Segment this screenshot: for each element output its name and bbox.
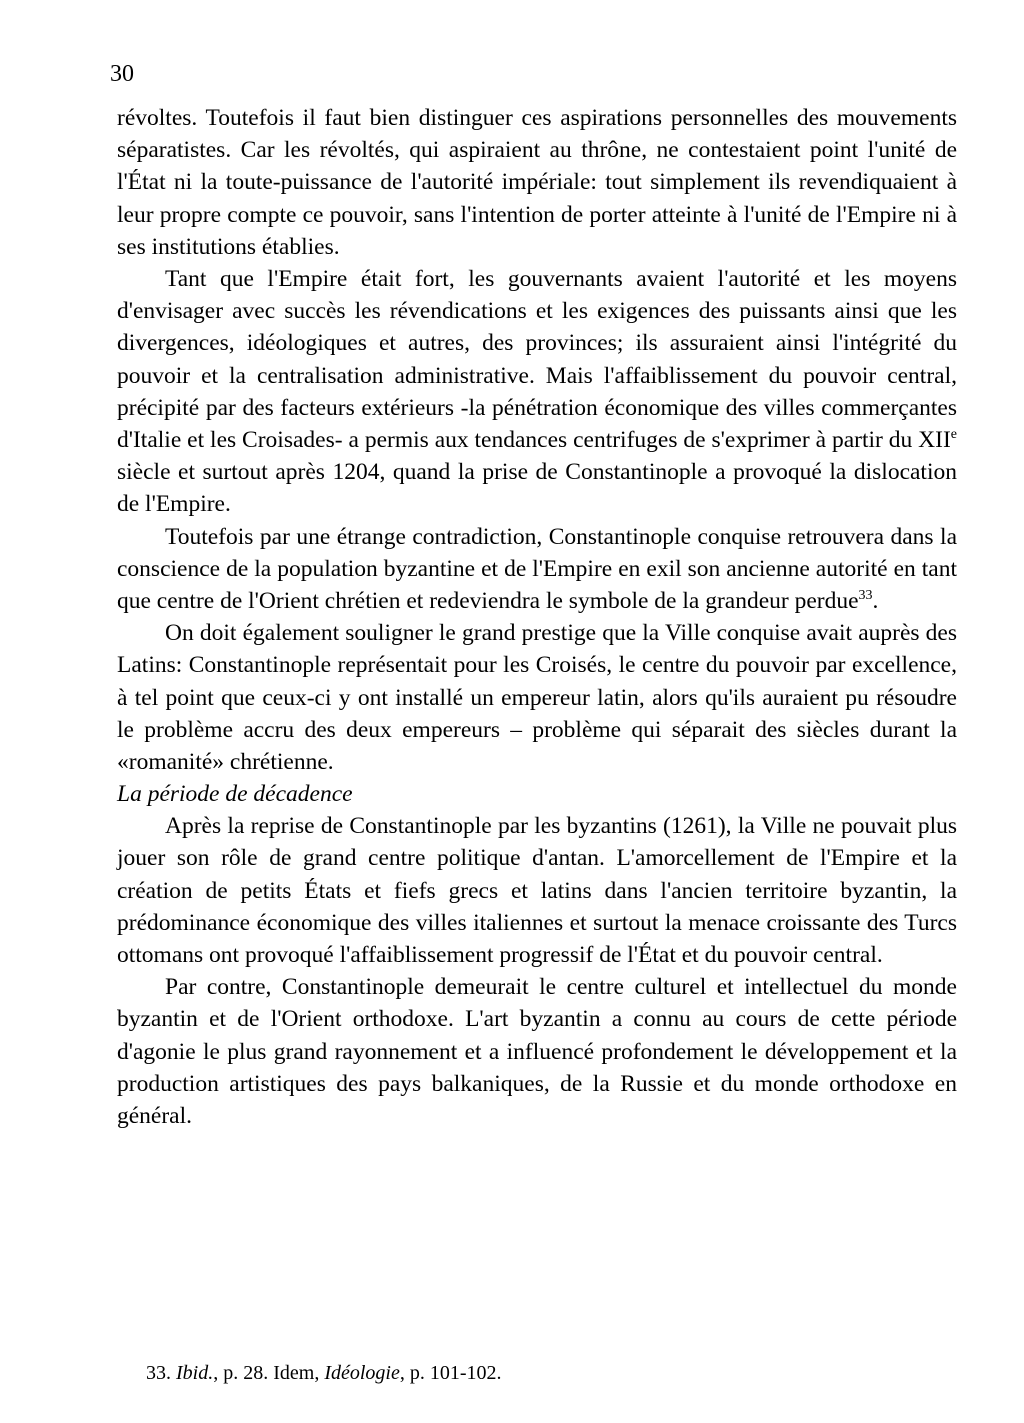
paragraph-1: révoltes. Toutefois il faut bien distinguer ces aspirations personnelles des mouvements séparatistes. Car les révoltés, qui aspiraient au thrône, ne contestaient point l'unité de l'État ni la toute-puissance de l'autorité impériale: tout simplement ils revendiquaient à leur propre compte ce pouvoir, sans l'intention de porter atteinte à l'unité de l'Empire ni à ses institutions établies.: [117, 105, 957, 260]
paragraph-3-end: .: [872, 588, 879, 615]
paragraph-4: On doit également souligner le grand prestige que la Ville conquise avait auprès des Latins: Constantinople représentait pour les Croisés, le centre du pouvoir par excellence, à tel point que ceux-ci y ont installé un empereur latin, alors qu'ils auraient pu résoudre le problème accru des deux empereurs – problème qui séparait des siècles durant la «romanité» chrétienne.: [117, 620, 957, 776]
footnote-ref-1: , p. 28. Idem,: [213, 1362, 325, 1384]
paragraph-3: [117, 521, 957, 618]
section-heading: La période de décadence: [117, 781, 353, 808]
footnote-reference: 33: [858, 588, 873, 604]
page-number: 30: [110, 61, 134, 87]
body-text: [117, 102, 957, 1132]
footnote-ref-2: , p. 101-102.: [399, 1362, 502, 1384]
footnote-work-title: Idéologie: [324, 1362, 400, 1384]
footnote: [146, 1360, 502, 1386]
paragraph-2-continuation: siècle et surtout après 1204, quand la prise de Constantinople a provoqué la dislocation de l'Empire.: [117, 459, 957, 518]
paragraph-3-text: Toutefois par une étrange contradiction, Constantinople conquise retrouvera dans la conscience de la population byzantine et de l'Empire en exil son ancienne autorité en tant que centre de l'Orient chrétien et redeviendra le symbole de la grandeur perdue: [117, 523, 957, 615]
paragraph-2: [117, 263, 957, 521]
paragraph-2-text: Tant que l'Empire était fort, les gouvernants avaient l'autorité et les moyens d'envisager avec succès les révendications et les exigences des puissants ainsi que les divergences, idéologiques et autres, des provinces; ils assuraient ainsi l'intégrité du pouvoir et la centralisation administrative. Mais l'affaiblissement du pouvoir central, précipité par des facteurs extérieurs -la pénétration économique des villes commerçantes d'Italie et les Croisades- a permis aux tendances centrifuges de s'exprimer à partir du XII: [117, 266, 957, 454]
paragraph-6: Par contre, Constantinople demeurait le centre culturel et intellectuel du monde byzantin et de l'Orient orthodoxe. L'art byzantin a connu au cours de cette période d'agonie le plus grand rayonnement et a influencé profondement le développement et la production artistiques des pays balkaniques, de la Russie et du monde orthodoxe en général.: [117, 974, 957, 1130]
footnote-ibid: Ibid.: [176, 1362, 214, 1384]
footnote-number: 33.: [146, 1362, 171, 1384]
paragraph-5: Après la reprise de Constantinople par les byzantins (1261), la Ville ne pouvait plus jouer son rôle de grand centre politique d'antan. L'amorcellement de l'Empire et la création de petits États et fiefs grecs et latins dans l'ancien territoire byzantin, la prédominance économique des villes italiennes et surtout la menace croissante des Turcs ottomans ont provoqué l'affaiblissement progressif de l'État et du pouvoir central.: [117, 813, 957, 969]
century-superscript: e: [950, 427, 957, 443]
